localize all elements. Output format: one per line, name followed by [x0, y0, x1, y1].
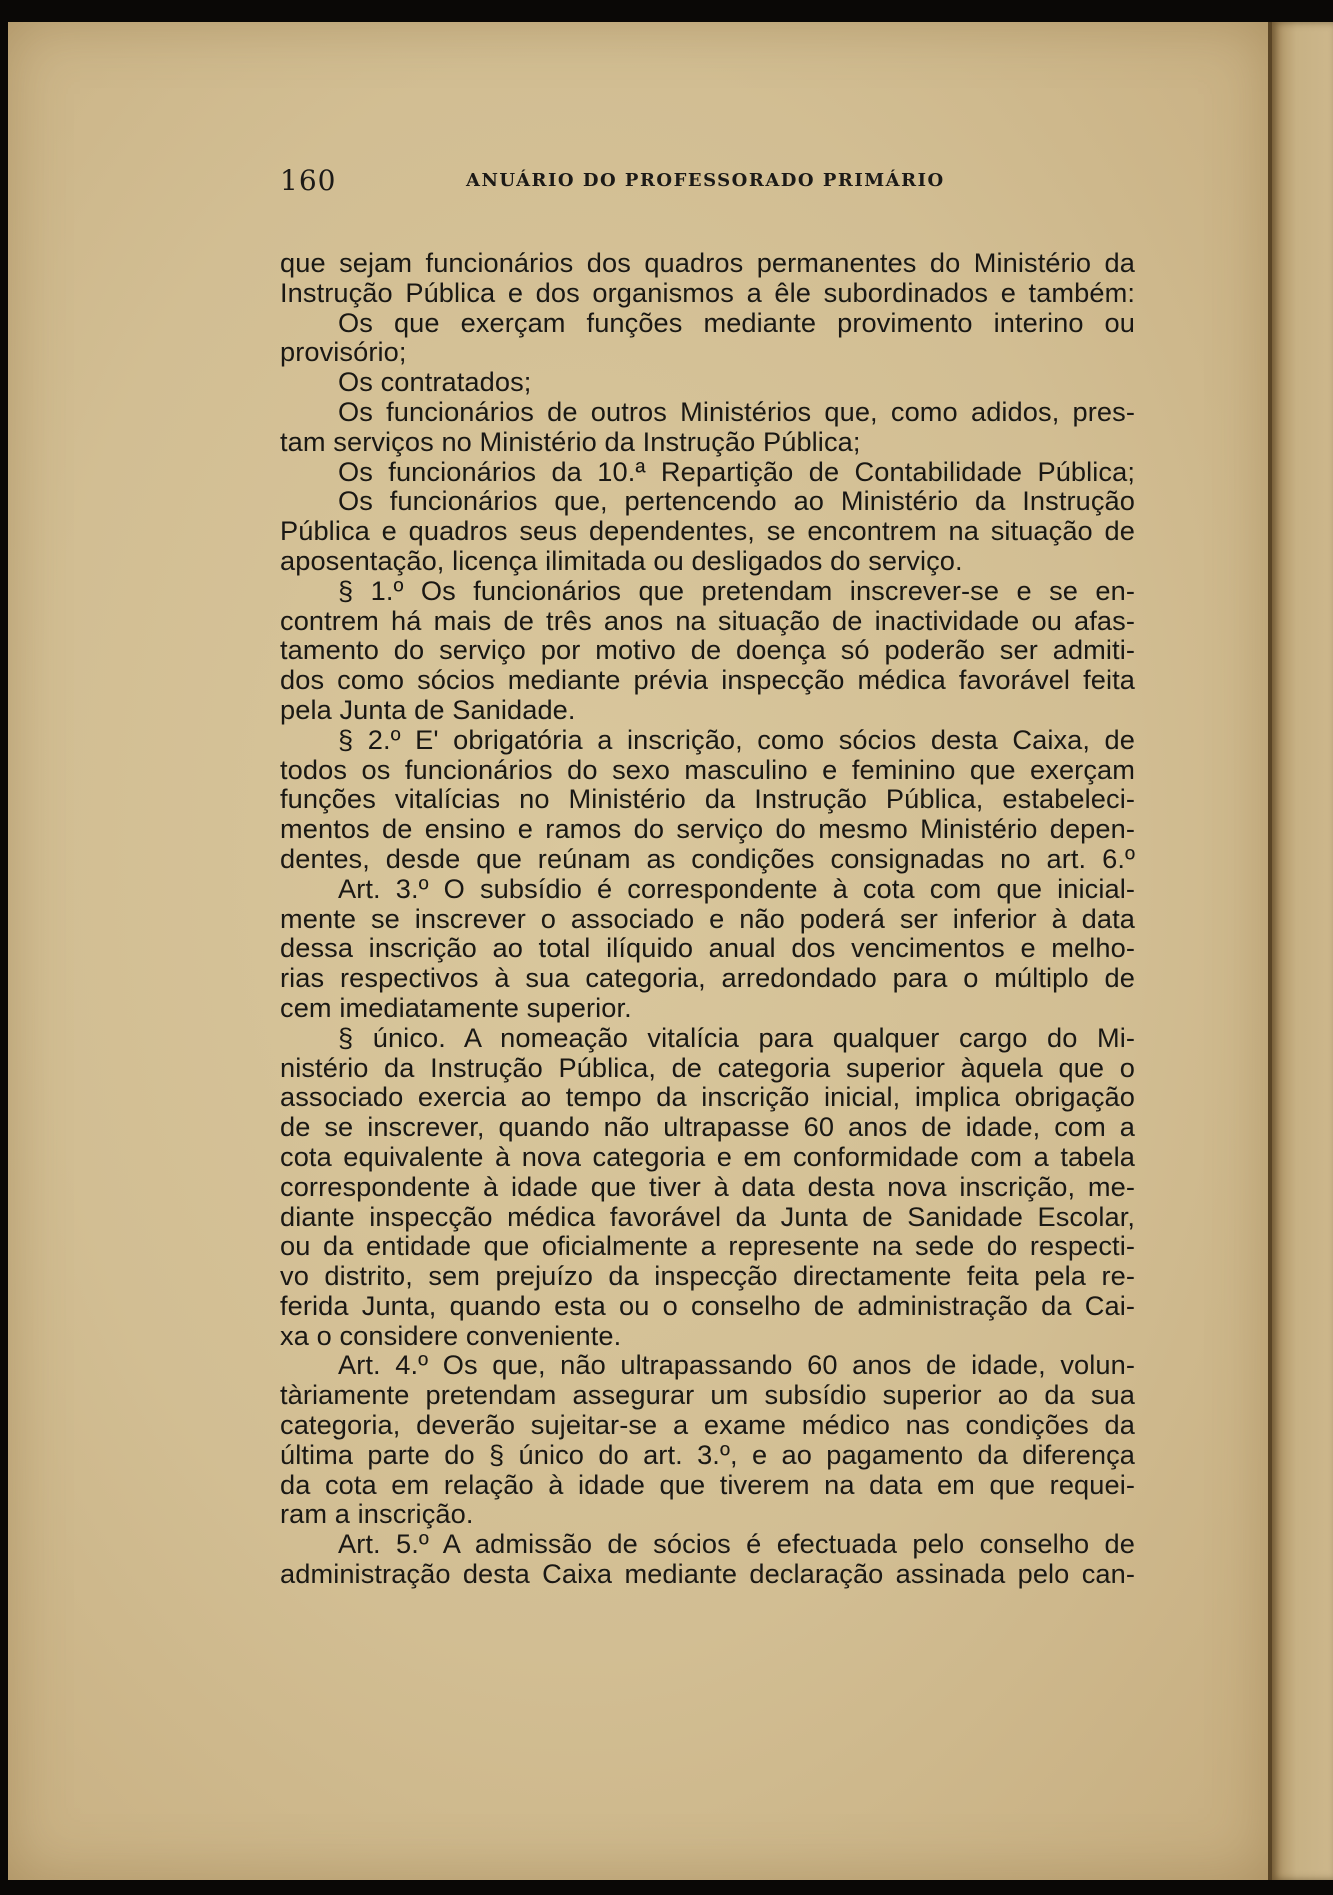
text-line: todos os funcionários do sexo masculino e feminino que exerçam — [280, 753, 1135, 785]
text-line: contrem há mais de três anos na situação de inactividade ou afas- — [280, 604, 1135, 636]
text-line: dos como sócios mediante prévia inspecção médica favorável feita — [280, 664, 1135, 696]
text-line: Os funcionários de outros Ministérios que, como adidos, pres- — [338, 395, 1135, 427]
text-line: Instrução Pública e dos organismos a êle subordinados e também: — [280, 276, 1135, 308]
text-line: vo distrito, sem prejuízo da inspecção directamente feita pela re- — [280, 1260, 1135, 1292]
text-line: pela Junta de Sanidade. — [280, 693, 576, 725]
text-line: xa o considere conveniente. — [280, 1319, 622, 1351]
text-line: tàriamente pretendam assegurar um subsídio superior ao da sua — [280, 1379, 1135, 1411]
text-line: § 1.º Os funcionários que pretendam inscrever-se e se en- — [338, 574, 1135, 606]
body-text — [280, 248, 1135, 1589]
text-line: Os funcionários que, pertencendo ao Ministério da Instrução — [338, 485, 1135, 517]
text-line: Os que exerçam funções mediante provimento interino ou — [338, 306, 1135, 338]
text-line: Art. 4.º Os que, não ultrapassando 60 anos de idade, volun- — [338, 1349, 1135, 1381]
text-line: aposentação, licença ilimitada ou desligados do serviço. — [280, 544, 963, 576]
text-line: da cota em relação à idade que tiverem na data em que requei- — [280, 1468, 1135, 1500]
text-line: cem imediatamente superior. — [280, 991, 632, 1023]
text-line: associado exercia ao tempo da inscrição inicial, implica obrigação — [280, 1081, 1135, 1113]
text-line: Os contratados; — [338, 366, 532, 398]
text-line: § único. A nomeação vitalícia para qualquer cargo do Mi- — [338, 1021, 1135, 1053]
text-line: provisório; — [280, 336, 407, 368]
text-line: ram a inscrição. — [280, 1498, 474, 1530]
text-line: correspondente à idade que tiver à data desta nova inscrição, me- — [280, 1170, 1135, 1202]
text-line: § 2.º E' obrigatória a inscrição, como sócios desta Caixa, de — [338, 723, 1135, 755]
text-line: ou da entidade que oficialmente a represente na sede do respecti- — [280, 1230, 1135, 1262]
text-line: Art. 3.º O subsídio é correspondente à cota com que inicial- — [338, 872, 1135, 904]
text-line: cota equivalente à nova categoria e em conformidade com a tabela — [280, 1140, 1135, 1172]
text-line: administração desta Caixa mediante declaração assinada pelo can- — [280, 1558, 1135, 1590]
text-line: funções vitalícias no Ministério da Instrução Pública, estabeleci- — [280, 783, 1135, 815]
text-line: ferida Junta, quando esta ou o conselho de administração da Cai- — [280, 1289, 1135, 1321]
text-line: mente se inscrever o associado e não poderá ser inferior à data — [280, 902, 1135, 934]
text-line: dentes, desde que reúnam as condições consignadas no art. 6.º — [280, 842, 1135, 874]
text-line: dessa inscrição ao total ilíquido anual dos vencimentos e melho- — [280, 932, 1135, 964]
running-head — [280, 164, 950, 198]
text-line: mentos de ensino e ramos do serviço do mesmo Ministério depen- — [280, 813, 1135, 845]
text-line: nistério da Instrução Pública, de categoria superior àquela que o — [280, 1051, 1135, 1083]
text-line: diante inspecção médica favorável da Junta de Sanidade Escolar, — [280, 1200, 1135, 1232]
text-line: tam serviços no Ministério da Instrução Pública; — [280, 425, 861, 457]
text-line: última parte do § único do art. 3.º, e ao pagamento da diferença — [280, 1438, 1135, 1470]
text-line: tamento do serviço por motivo de doença só poderão ser admiti- — [280, 634, 1135, 666]
text-line: de se inscrever, quando não ultrapasse 60 anos de idade, com a — [280, 1111, 1135, 1143]
text-line: rias respectivos à sua categoria, arredondado para o múltiplo de — [280, 962, 1135, 994]
running-title: ANUÁRIO DO PROFESSORADO PRIMÁRIO — [466, 170, 945, 191]
text-line: categoria, deverão sujeitar-se a exame médico nas condições da — [280, 1409, 1135, 1441]
text-line: Os funcionários da 10.ª Repartição de Contabilidade Pública; — [338, 455, 1135, 487]
text-line: Pública e quadros seus dependentes, se encontrem na situação de — [280, 515, 1135, 547]
page-number: 160 — [280, 164, 337, 197]
text-line: Art. 5.º A admissão de sócios é efectuada pelo conselho de — [338, 1528, 1135, 1560]
text-line: que sejam funcionários dos quadros permanentes do Ministério da — [280, 247, 1135, 278]
facing-page-edge — [1272, 22, 1333, 1880]
